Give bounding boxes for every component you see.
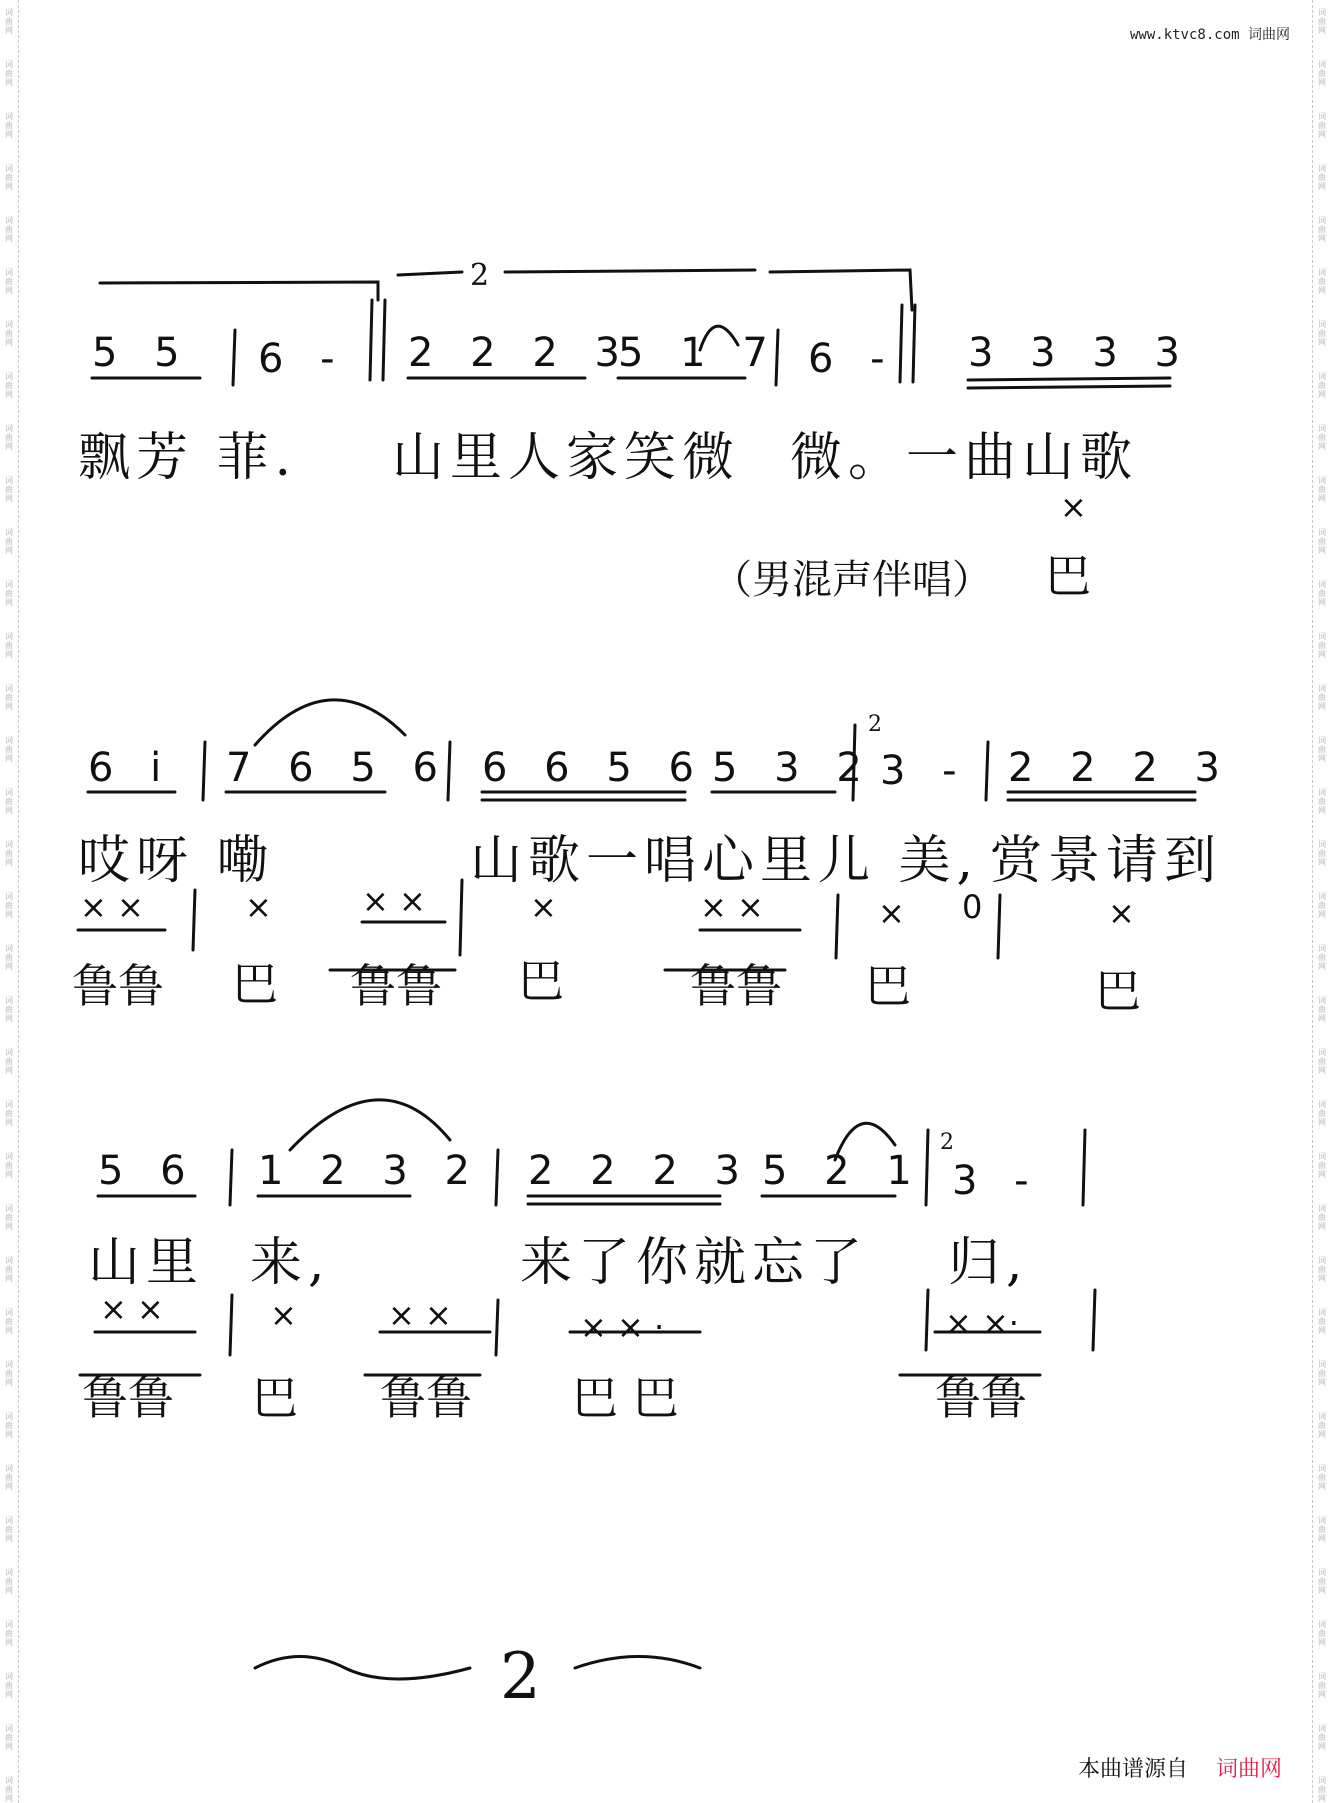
margin-watermark: 词曲网 bbox=[1318, 632, 1326, 659]
margin-watermark: 词曲网 bbox=[1318, 424, 1326, 451]
perc-bar-2c bbox=[836, 895, 838, 958]
flourish-left bbox=[255, 1657, 470, 1680]
margin-watermark: 词曲网 bbox=[5, 996, 13, 1023]
notes-2-6: 2 2 2 3 bbox=[1008, 745, 1232, 791]
barline-2d bbox=[986, 742, 988, 800]
margin-watermark: 词曲网 bbox=[5, 1568, 13, 1595]
notes-3-1: 5 6 bbox=[98, 1148, 198, 1194]
volta-line-1 bbox=[100, 282, 378, 300]
margin-watermark: 词曲网 bbox=[1318, 1568, 1326, 1595]
margin-watermark: 词曲网 bbox=[5, 1048, 13, 1075]
lyric-3-3: 来了你就忘了 bbox=[520, 1233, 869, 1293]
notes-2-5: 3 - bbox=[880, 748, 969, 794]
perc-x-2-6: × bbox=[878, 894, 905, 932]
beam-1e bbox=[968, 386, 1170, 388]
margin-watermark: 词曲网 bbox=[1318, 1048, 1326, 1075]
margin-watermark: 词曲网 bbox=[5, 1204, 13, 1231]
barline-1f bbox=[913, 305, 915, 382]
margin-watermark: 词曲网 bbox=[5, 892, 13, 919]
margin-watermark: 词曲网 bbox=[1318, 1464, 1326, 1491]
notes-1-4: 5 1 7 bbox=[618, 330, 780, 376]
perc-syl-3-2: 巴 bbox=[252, 1371, 298, 1425]
perc-x-2-4: × bbox=[530, 888, 557, 926]
slur-3b bbox=[835, 1123, 895, 1160]
lyric-1-3: 微。一曲山歌 bbox=[790, 428, 1139, 488]
perc-x-2-3: × × bbox=[362, 882, 426, 920]
margin-watermark: 词曲网 bbox=[1318, 320, 1326, 347]
lyric-3-4: 归, bbox=[948, 1233, 1029, 1293]
margin-watermark: 词曲网 bbox=[5, 788, 13, 815]
perc-rest-2: 0 bbox=[962, 888, 983, 926]
margin-watermark: 词曲网 bbox=[1318, 8, 1326, 35]
perc-x-2-1: × × bbox=[80, 888, 144, 926]
lyric-3-2: 来, bbox=[250, 1233, 331, 1293]
margin-watermark: 词曲网 bbox=[1318, 892, 1326, 919]
perc-syl-2-1: 鲁鲁 bbox=[72, 959, 164, 1013]
perc-x-3-4: × × · bbox=[580, 1308, 665, 1346]
perc-bar-3a bbox=[230, 1295, 232, 1355]
barline-2a bbox=[203, 742, 205, 800]
margin-watermark: 词曲网 bbox=[5, 840, 13, 867]
margin-watermark: 词曲网 bbox=[1318, 1360, 1326, 1387]
barline-1a bbox=[233, 330, 235, 385]
slur-2 bbox=[255, 700, 405, 745]
margin-watermark: 词曲网 bbox=[1318, 216, 1326, 243]
margin-watermark: 词曲网 bbox=[5, 1360, 13, 1387]
barline-1d bbox=[776, 330, 778, 385]
margin-watermark: 词曲网 bbox=[1318, 164, 1326, 191]
perc-syl-3-1: 鲁鲁 bbox=[82, 1371, 174, 1425]
page-number: 2 bbox=[500, 1640, 541, 1714]
margin-watermark: 词曲网 bbox=[1318, 736, 1326, 763]
margin-watermark: 词曲网 bbox=[5, 112, 13, 139]
margin-watermark: 词曲网 bbox=[5, 580, 13, 607]
margin-watermark: 词曲网 bbox=[1318, 944, 1326, 971]
margin-watermark: 词曲网 bbox=[5, 1152, 13, 1179]
perc-bar-3b bbox=[496, 1300, 498, 1355]
perc-bar-2b bbox=[460, 880, 462, 955]
margin-watermark: 词曲网 bbox=[1318, 1516, 1326, 1543]
barline-2c bbox=[853, 725, 855, 800]
margin-watermark: 词曲网 bbox=[1318, 684, 1326, 711]
lyric-1-2: 山里人家笑微 bbox=[392, 428, 741, 488]
notes-2-4: 5 3 2 bbox=[712, 745, 874, 791]
margin-watermark: 词曲网 bbox=[5, 164, 13, 191]
notes-2-3: 6 6 5 6 bbox=[482, 745, 706, 791]
footer-brand-link[interactable]: 词曲网 bbox=[1216, 1757, 1283, 1782]
margin-watermark: 词曲网 bbox=[5, 60, 13, 87]
margin-watermark: 词曲网 bbox=[5, 1412, 13, 1439]
volta-line-3 bbox=[770, 270, 912, 310]
slur-1 bbox=[700, 326, 738, 350]
margin-watermark: 词曲网 bbox=[1318, 1620, 1326, 1647]
perc-syl-2-5: 鲁鲁 bbox=[690, 959, 782, 1013]
margin-watermark: 词曲网 bbox=[5, 424, 13, 451]
margin-watermark: 词曲网 bbox=[1318, 996, 1326, 1023]
margin-watermark: 词曲网 bbox=[1318, 476, 1326, 503]
perc-syl-3-4: 巴 巴 bbox=[572, 1371, 679, 1425]
notes-2-1: 6 i bbox=[88, 745, 174, 791]
barline-3d bbox=[1083, 1130, 1085, 1205]
perc-x-3-5: × ×· bbox=[945, 1304, 1019, 1342]
margin-watermark: 词曲网 bbox=[5, 528, 13, 555]
perc-syl-2-2: 巴 bbox=[232, 957, 278, 1011]
perc-bar-3c bbox=[926, 1290, 928, 1350]
perc-x-2-5: × × bbox=[700, 888, 764, 926]
notes-2-2: 7 6 5 6 bbox=[226, 745, 450, 791]
notes-1-2: 6 - bbox=[258, 336, 347, 382]
margin-watermark: 词曲网 bbox=[5, 320, 13, 347]
margin-watermark: 词曲网 bbox=[1318, 1256, 1326, 1283]
margin-watermark: 词曲网 bbox=[5, 1256, 13, 1283]
lyric-2-1: 哎呀 嘞 bbox=[78, 831, 275, 891]
perc-x-2-7: × bbox=[1108, 894, 1135, 932]
margin-watermark: 词曲网 bbox=[5, 1620, 13, 1647]
perc-syllable-1: 巴 bbox=[1045, 549, 1091, 603]
margin-watermark: 词曲网 bbox=[5, 372, 13, 399]
perc-syl-3-3: 鲁鲁 bbox=[380, 1371, 472, 1425]
barline-2b bbox=[448, 742, 450, 800]
perc-syl-2-7: 巴 bbox=[1095, 964, 1141, 1018]
volta-line-2a bbox=[398, 272, 462, 275]
margin-watermark: 词曲网 bbox=[5, 8, 13, 35]
margin-watermark: 词曲网 bbox=[5, 1308, 13, 1335]
notes-3-3: 2 2 2 3 bbox=[528, 1148, 752, 1194]
notes-1-6: 3 3 3 3 bbox=[968, 330, 1192, 376]
header-credit: www.ktvc8.com 词曲网 bbox=[1129, 27, 1290, 43]
margin-watermark: 词曲网 bbox=[1318, 1204, 1326, 1231]
notes-1-5: 6 - bbox=[808, 336, 897, 382]
notes-1-1: 5 5 bbox=[92, 330, 192, 376]
margin-watermark: 词曲网 bbox=[5, 1464, 13, 1491]
slur-3a bbox=[290, 1100, 450, 1150]
notes-3-5: 3 - bbox=[952, 1158, 1041, 1204]
margin-watermark: 词曲网 bbox=[1318, 1308, 1326, 1335]
margin-watermark: 词曲网 bbox=[1318, 60, 1326, 87]
margin-watermark: 词曲网 bbox=[5, 736, 13, 763]
perc-x-3-2: × bbox=[270, 1296, 297, 1334]
beam-1d bbox=[968, 378, 1170, 380]
margin-watermark: 词曲网 bbox=[5, 1776, 13, 1803]
perc-syl-2-6: 巴 bbox=[865, 959, 911, 1013]
margin-watermark: 词曲网 bbox=[5, 268, 13, 295]
margin-watermark: 词曲网 bbox=[1318, 1672, 1326, 1699]
margin-watermark: 词曲网 bbox=[1318, 788, 1326, 815]
margin-watermark: 词曲网 bbox=[5, 1724, 13, 1751]
vocal-direction: （男混声伴唱） bbox=[712, 557, 992, 603]
perc-x-1: × bbox=[1060, 488, 1087, 526]
footer-source-note: 本曲谱源自 bbox=[1078, 1757, 1189, 1782]
perc-bar-3d bbox=[1093, 1290, 1095, 1350]
lyric-2-3: 赏景请到 bbox=[990, 831, 1223, 891]
margin-watermark: 词曲网 bbox=[5, 632, 13, 659]
margin-watermark: 词曲网 bbox=[1318, 528, 1326, 555]
margin-watermark: 词曲网 bbox=[1318, 1152, 1326, 1179]
margin-watermark: 词曲网 bbox=[1318, 268, 1326, 295]
barline-3b bbox=[496, 1150, 498, 1205]
volta-number: 2 bbox=[470, 258, 490, 293]
margin-watermark: 词曲网 bbox=[5, 476, 13, 503]
perc-x-3-3: × × bbox=[388, 1296, 452, 1334]
margin-watermark: 词曲网 bbox=[5, 1672, 13, 1699]
margin-watermark: 词曲网 bbox=[5, 1100, 13, 1127]
volta-line-2b bbox=[505, 270, 755, 272]
margin-watermark: 词曲网 bbox=[1318, 1724, 1326, 1751]
margin-watermark: 词曲网 bbox=[1318, 1776, 1326, 1803]
perc-x-3-1: × × bbox=[100, 1290, 164, 1328]
barline-3a bbox=[230, 1150, 232, 1205]
margin-watermark: 词曲网 bbox=[1318, 112, 1326, 139]
margin-watermark: 词曲网 bbox=[1318, 1100, 1326, 1127]
perc-syl-2-3: 鲁鲁 bbox=[350, 959, 442, 1013]
barline-3c bbox=[926, 1130, 928, 1205]
perc-x-2-2: × bbox=[245, 888, 272, 926]
perc-syl-2-4: 巴 bbox=[518, 954, 564, 1008]
perc-bar-2a bbox=[193, 890, 195, 950]
barline-1e bbox=[900, 305, 902, 382]
notes-3-2: 1 2 3 2 bbox=[258, 1148, 482, 1194]
lyric-2-2: 山歌一唱心里儿 美, bbox=[470, 831, 980, 891]
grace-note-3: 2 bbox=[940, 1130, 954, 1155]
barline-1c bbox=[383, 300, 385, 380]
margin-watermark: 词曲网 bbox=[1318, 580, 1326, 607]
margin-watermark: 词曲网 bbox=[1318, 1412, 1326, 1439]
margin-watermark: 词曲网 bbox=[1318, 372, 1326, 399]
margin-watermark: 词曲网 bbox=[5, 1516, 13, 1543]
margin-watermark: 词曲网 bbox=[5, 216, 13, 243]
margin-watermark: 词曲网 bbox=[5, 944, 13, 971]
margin-watermark: 词曲网 bbox=[5, 684, 13, 711]
lyric-1-1: 飘芳 菲. bbox=[78, 428, 298, 488]
perc-syl-3-5: 鲁鲁 bbox=[935, 1371, 1027, 1425]
notes-1-3: 2 2 2 3 bbox=[408, 330, 632, 376]
grace-note-2: 2 bbox=[868, 712, 882, 737]
flourish-right bbox=[575, 1657, 700, 1669]
margin-watermark: 词曲网 bbox=[1318, 840, 1326, 867]
lyric-3-1: 山里 bbox=[88, 1233, 205, 1293]
perc-bar-2d bbox=[998, 895, 1000, 958]
barline-1b bbox=[370, 300, 372, 380]
notes-3-4: 5 2 1 bbox=[762, 1148, 924, 1194]
